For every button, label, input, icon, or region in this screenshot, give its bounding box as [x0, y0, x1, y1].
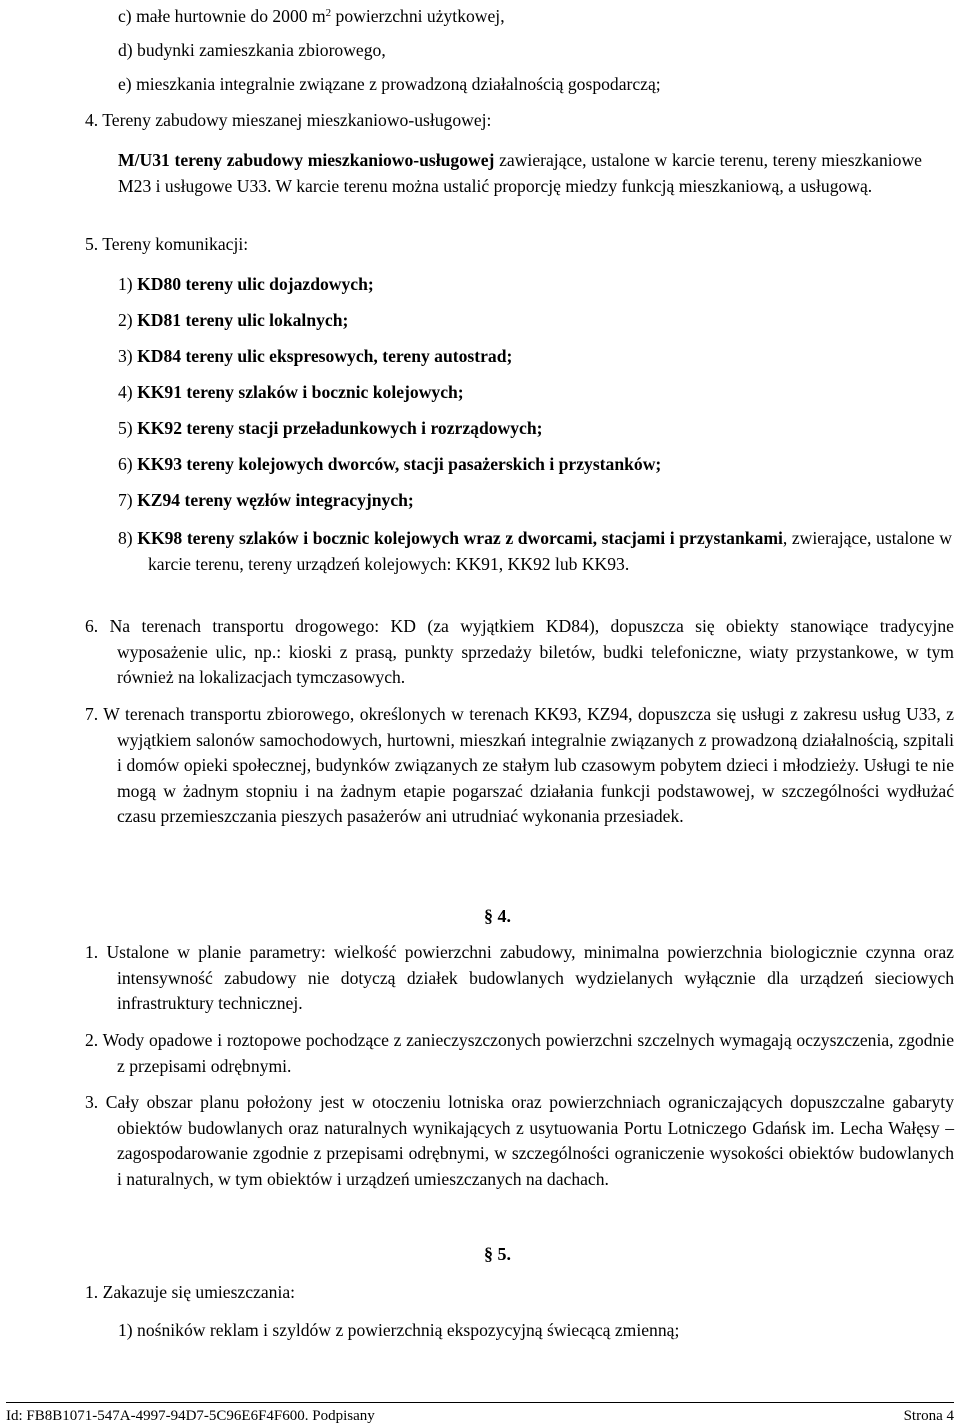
- section-6-paragraph: 6. Na terenach transportu drogowego: KD (za wyjątkiem KD84), dopuszcza się obiekty stanowiące tradycyjne wyposażenie ulic, np.: kioski z prasą, punkty sprzedaży biletów, budki telefoniczne, wiaty przystankowe, w tym również na lokalizacjach tymczasowych.: [85, 616, 954, 688]
- par4-point-2: 2. Wody opadowe i roztopowe pochodzące z zanieczyszczonych powierzchni szczelnych wymagają oczyszczenia, zgodnie z przepisami odrębnymi.: [85, 1030, 954, 1076]
- list-item-kk93: [118, 452, 938, 478]
- list-item-c-text: c) małe hurtownie do 2000 m: [118, 6, 326, 26]
- kd81-text: KD81 tereny ulic lokalnych;: [137, 310, 349, 330]
- section-5-heading: 5. Tereny komunikacji:: [85, 234, 249, 254]
- list-number: 2): [118, 310, 138, 330]
- kk93-text: KK93 tereny kolejowych dworców, stacji pasażerskich i przystanków;: [137, 454, 662, 474]
- list-item-c-rest: powierzchni użytkowej,: [331, 6, 505, 26]
- par5-point-1: 1. Zakazuje się umieszczania:: [85, 1282, 296, 1302]
- document-id: Id: FB8B1071-547A-4997-94D7-5C96E6F4F600. Podpisany: [6, 1408, 375, 1424]
- kk92-text: KK92 tereny stacji przeładunkowych i rozrządowych;: [137, 418, 543, 438]
- paragraph-5-heading: § 5.: [484, 1244, 511, 1264]
- page-number: Strona 4: [903, 1408, 954, 1424]
- mu31-description: zawierające, ustalone w karcie terenu, tereny mieszkaniowe M23 i usługowe U33. W karcie terenu można ustalić proporcję miedzy funkcją mieszkaniową, a usługową.: [118, 150, 922, 196]
- list-item-kk91: [118, 380, 938, 406]
- list-item-kd81: [118, 308, 938, 334]
- list-number: 5): [118, 418, 138, 438]
- superscript: 2: [325, 7, 332, 19]
- kk91-text: KK91 tereny szlaków i bocznic kolejowych;: [137, 382, 464, 402]
- list-item-e: e) mieszkania integralnie związane z prowadzoną działalnością gospodarczą;: [118, 74, 661, 94]
- list-number: 8): [118, 528, 138, 548]
- kk98-description: , zwierające, ustalone w karcie terenu, tereny urządzeń kolejowych: KK91, KK92 lub KK93.: [148, 528, 952, 574]
- par4-point-3: 3. Cały obszar planu położony jest w otoczeniu lotniska oraz powierzchniach ograniczających dopuszczalne gabaryty obiektów budowlanych oraz naturalnych wynikających z usytuowania Portu Lotniczego Gdańsk im. Lecha Wałęsy – zagospodarowanie zgodnie z przepisami odrębnymi, w szczególności ograniczenie wysokości obiektów budowlanych i naturalnych, w tym obiektów i urządzeń umieszczanych na dachach.: [85, 1092, 954, 1189]
- list-number: 4): [118, 382, 138, 402]
- list-number: 6): [118, 454, 138, 474]
- paragraph-4-heading: § 4.: [484, 906, 511, 926]
- list-item-kk92: [118, 416, 938, 442]
- kd84-text: KD84 tereny ulic ekspresowych, tereny autostrad;: [137, 346, 513, 366]
- mu31-paragraph: [118, 148, 922, 199]
- page-footer: [6, 1402, 954, 1425]
- kd80-text: KD80 tereny ulic dojazdowych;: [137, 274, 374, 294]
- list-item-d: d) budynki zamieszkania zbiorowego,: [118, 40, 386, 60]
- list-item-c: [118, 4, 938, 30]
- par4-point-1: 1. Ustalone w planie parametry: wielkość powierzchni zabudowy, minimalna powierzchnia biologicznie czynna oraz intensywność zabudowy nie dotyczą działek budowlanych wydzielanych wyłącznie dla urządzeń sieciowych infrastruktury technicznej.: [85, 942, 954, 1014]
- list-item-kd84: [118, 344, 938, 370]
- mu31-term: M/U31 tereny zabudowy mieszkaniowo-usługowej: [118, 150, 495, 170]
- list-item-kd80: [118, 272, 938, 298]
- section-7-paragraph: 7. W terenach transportu zbiorowego, określonych w terenach KK93, KZ94, dopuszcza się usługi z zakresu usług U33, z wyjątkiem salonów samochodowych, hurtowni, mieszkań integralnie związanych z prowadzoną działalnością, szpitali i domów opieki społecznej, budynków związanych ze stałym lub czasowym pobytem dzieci i młodzieży. Usługi te nie mogą w żadnym stopniu i na żadnym etapie pogarszać działania funkcji podstawowej, w szczególności wydłużać czasu przemieszczania pieszych pasażerów ani utrudniać wykonania przesiadek.: [85, 704, 954, 827]
- par5-point-1-item-1: 1) nośników reklam i szyldów z powierzchnią ekspozycyjną świecącą zmienną;: [118, 1320, 680, 1340]
- section-4-heading: 4. Tereny zabudowy mieszanej mieszkaniowo-usługowej:: [85, 110, 492, 130]
- list-item-kk98: [118, 526, 952, 577]
- list-number: 1): [118, 274, 138, 294]
- kz94-text: KZ94 tereny węzłów integracyjnych;: [137, 490, 414, 510]
- list-item-kz94: [118, 488, 938, 514]
- list-number: 7): [118, 490, 138, 510]
- kk98-term: KK98 tereny szlaków i bocznic kolejowych wraz z dworcami, stacjami i przystankami: [137, 528, 783, 548]
- list-number: 3): [118, 346, 138, 366]
